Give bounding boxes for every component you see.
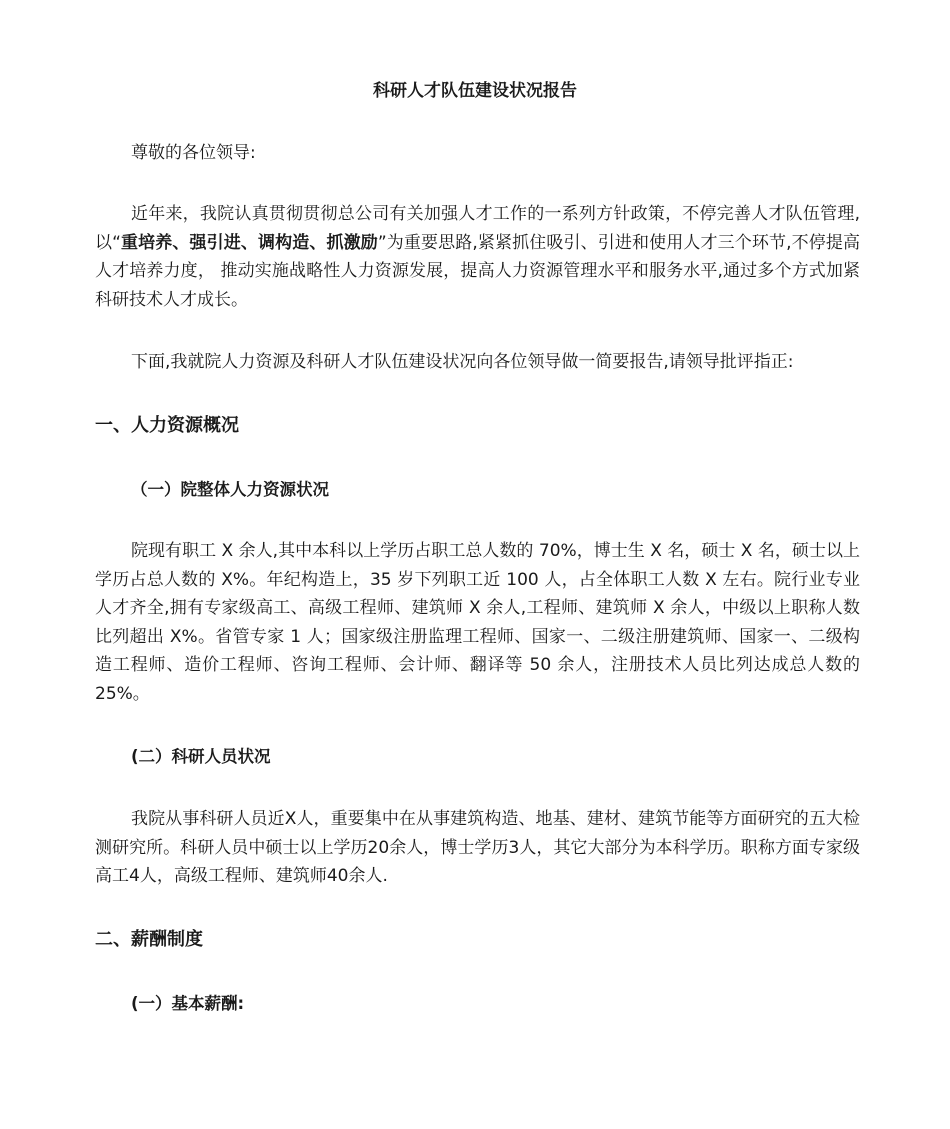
document-title: 科研人才队伍建设状况报告 [373,81,577,101]
subsection-heading-base-salary: (一）基本薪酬: [131,994,245,1013]
subsection-heading-research-staff: (二）科研人员状况 [131,747,271,766]
intro-paragraph [95,200,860,314]
intro-text-after: ”为重要思路,紧紧抓住吸引、引进和使用人才三个环节,不停提高人才培养力度， 推动实施战略性人力资源发展，提高人力资源管理水平和服务水平,通过多个方式加紧科研技术人才成长。 [95,232,860,310]
intro-emphasis: 重培养、强引进、调构造、抓激励 [120,232,378,253]
section-heading-salary-system: 二、薪酬制度 [95,929,203,950]
report-lead-paragraph: 下面,我就院人力资源及科研人才队伍建设状况向各位领导做一简要报告,请领导批评指正: [131,352,794,372]
intro-text-before: 近年来，我院认真贯彻贯彻总公司有关加强人才工作的一系列方针政策，不停完善人才队伍管理,以“ [95,204,860,253]
section-heading-hr-overview: 一、人力资源概况 [95,415,239,436]
salutation: 尊敬的各位领导: [131,143,256,163]
subsection-heading-overall-hr: （一）院整体人力资源状况 [131,480,329,499]
overall-hr-paragraph: 院现有职工 X 余人,其中本科以上学历占职工总人数的 70%，博士生 X 名，硕士 X 名，硕士以上学历占总人数的 X%。年纪构造上，35 岁下列职工近 100 人，占全体职工人数 X 左右。院行业专业人才齐全,拥有专家级高工、高级工程师、建筑师 X 余人,工程师、建筑师 X 余人，中级以上职称人数比列超出 X%。省管专家 1 人；国家级注册监理工程师、国家一、二级注册建筑师、国家一、二级构造工程师、造价工程师、咨询工程师、会计师、翻译等 50 余人，注册技术人员比列达成总人数的 25%。 [95,541,860,704]
research-staff-paragraph: 我院从事科研人员近X人，重要集中在从事建筑构造、地基、建材、建筑节能等方面研究的五大检测研究所。科研人员中硕士以上学历20余人，博士学历3人，其它大部分为本科学历。职称方面专家级高工4人，高级工程师、建筑师40余人. [95,809,860,887]
